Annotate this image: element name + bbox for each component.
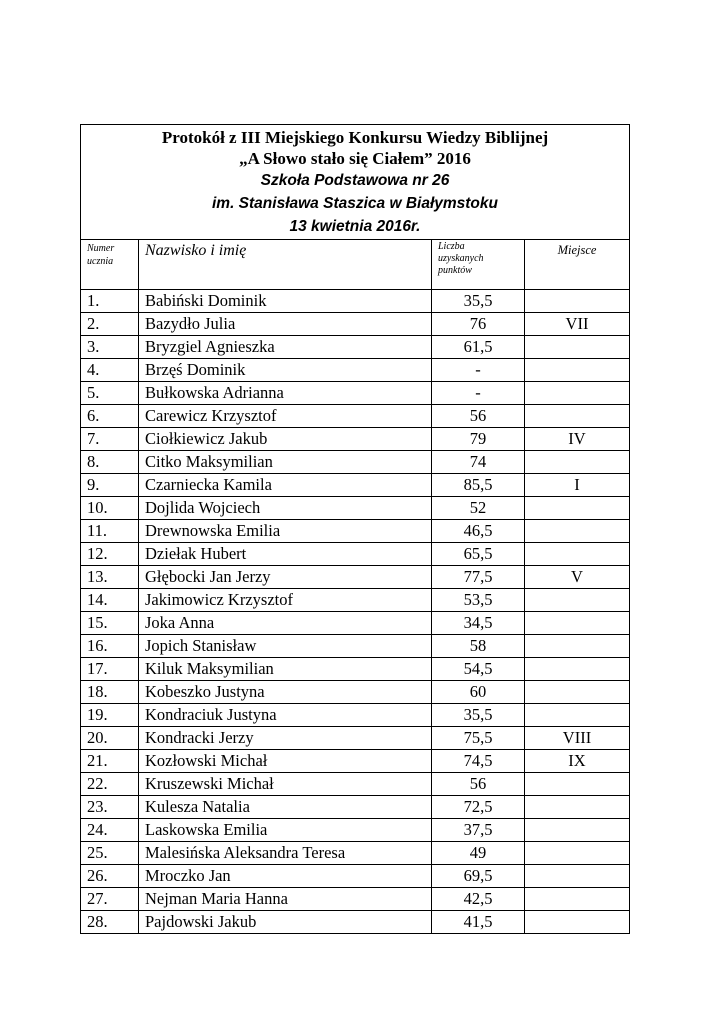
- row-number: 28.: [81, 911, 139, 934]
- row-number: 14.: [81, 589, 139, 612]
- row-number: 5.: [81, 382, 139, 405]
- student-name: Jopich Stanisław: [139, 635, 432, 658]
- points-value: 56: [432, 773, 525, 796]
- student-name: Dojlida Wojciech: [139, 497, 432, 520]
- row-number: 2.: [81, 313, 139, 336]
- student-name: Kobeszko Justyna: [139, 681, 432, 704]
- place-value: [525, 405, 630, 428]
- place-value: [525, 359, 630, 382]
- table-row: [81, 497, 630, 520]
- row-number: 1.: [81, 290, 139, 313]
- row-number: 4.: [81, 359, 139, 382]
- points-value: 85,5: [432, 474, 525, 497]
- table-row: [81, 796, 630, 819]
- row-number: 8.: [81, 451, 139, 474]
- points-value: 46,5: [432, 520, 525, 543]
- table-row: [81, 819, 630, 842]
- column-header-number-line-2: ucznia: [87, 256, 114, 267]
- points-value: 79: [432, 428, 525, 451]
- table-row: [81, 865, 630, 888]
- row-number: 9.: [81, 474, 139, 497]
- place-value: [525, 520, 630, 543]
- student-name: Ciołkiewicz Jakub: [139, 428, 432, 451]
- row-number: 12.: [81, 543, 139, 566]
- row-number: 7.: [81, 428, 139, 451]
- place-value: V: [525, 566, 630, 589]
- table-row: [81, 681, 630, 704]
- row-number: 13.: [81, 566, 139, 589]
- table-row: [81, 566, 630, 589]
- place-value: [525, 589, 630, 612]
- header-row: [81, 125, 630, 240]
- place-value: [525, 497, 630, 520]
- table-row: [81, 474, 630, 497]
- place-value: VIII: [525, 727, 630, 750]
- student-name: Kiluk Maksymilian: [139, 658, 432, 681]
- place-value: [525, 451, 630, 474]
- row-number: 10.: [81, 497, 139, 520]
- title-line-2: „A Słowo stało się Ciałem” 2016: [239, 149, 471, 168]
- table-row: [81, 888, 630, 911]
- student-name: Joka Anna: [139, 612, 432, 635]
- student-name: Bryzgiel Agnieszka: [139, 336, 432, 359]
- place-value: [525, 336, 630, 359]
- place-value: [525, 911, 630, 934]
- points-value: 53,5: [432, 589, 525, 612]
- table-row: [81, 451, 630, 474]
- results-table: [80, 124, 630, 934]
- table-row: [81, 704, 630, 727]
- points-value: -: [432, 382, 525, 405]
- student-name: Malesińska Aleksandra Teresa: [139, 842, 432, 865]
- place-value: [525, 635, 630, 658]
- points-value: 65,5: [432, 543, 525, 566]
- row-number: 21.: [81, 750, 139, 773]
- table-row: [81, 635, 630, 658]
- row-number: 18.: [81, 681, 139, 704]
- place-value: [525, 773, 630, 796]
- column-header-place: Miejsce: [525, 240, 630, 290]
- place-value: IX: [525, 750, 630, 773]
- student-name: Jakimowicz Krzysztof: [139, 589, 432, 612]
- student-name: Kulesza Natalia: [139, 796, 432, 819]
- student-name: Kruszewski Michał: [139, 773, 432, 796]
- points-value: -: [432, 359, 525, 382]
- points-value: 75,5: [432, 727, 525, 750]
- student-name: Drewnowska Emilia: [139, 520, 432, 543]
- column-header-points-line-3: punktów: [438, 265, 472, 276]
- row-number: 17.: [81, 658, 139, 681]
- student-name: Bazydło Julia: [139, 313, 432, 336]
- table-row: [81, 405, 630, 428]
- place-value: [525, 865, 630, 888]
- points-value: 60: [432, 681, 525, 704]
- points-value: 49: [432, 842, 525, 865]
- student-name: Brzęś Dominik: [139, 359, 432, 382]
- column-header-number-line-1: Numer: [87, 243, 115, 254]
- place-value: [525, 842, 630, 865]
- place-value: [525, 658, 630, 681]
- table-row: [81, 428, 630, 451]
- student-name: Carewicz Krzysztof: [139, 405, 432, 428]
- student-name: Babiński Dominik: [139, 290, 432, 313]
- student-name: Mroczko Jan: [139, 865, 432, 888]
- points-value: 72,5: [432, 796, 525, 819]
- points-value: 54,5: [432, 658, 525, 681]
- row-number: 23.: [81, 796, 139, 819]
- points-value: 58: [432, 635, 525, 658]
- table-row: [81, 842, 630, 865]
- points-value: 76: [432, 313, 525, 336]
- row-number: 3.: [81, 336, 139, 359]
- student-name: Dziełak Hubert: [139, 543, 432, 566]
- row-number: 27.: [81, 888, 139, 911]
- student-name: Laskowska Emilia: [139, 819, 432, 842]
- table-row: [81, 911, 630, 934]
- column-header-points-line-2: uzyskanych: [438, 253, 484, 264]
- column-header-number: [81, 240, 139, 290]
- table-row: [81, 290, 630, 313]
- table-row: [81, 658, 630, 681]
- column-header-points: [432, 240, 525, 290]
- student-name: Nejman Maria Hanna: [139, 888, 432, 911]
- table-row: [81, 313, 630, 336]
- student-name: Kondracki Jerzy: [139, 727, 432, 750]
- results-table-body: [81, 125, 630, 934]
- row-number: 26.: [81, 865, 139, 888]
- place-value: [525, 543, 630, 566]
- student-name: Pajdowski Jakub: [139, 911, 432, 934]
- row-number: 16.: [81, 635, 139, 658]
- points-value: 56: [432, 405, 525, 428]
- points-value: 35,5: [432, 704, 525, 727]
- contest-date: 13 kwietnia 2016r.: [289, 218, 421, 235]
- row-number: 11.: [81, 520, 139, 543]
- column-header-row: [81, 240, 630, 290]
- student-name: Citko Maksymilian: [139, 451, 432, 474]
- points-value: 37,5: [432, 819, 525, 842]
- place-value: [525, 704, 630, 727]
- column-header-points-line-1: Liczba: [438, 241, 465, 252]
- points-value: 77,5: [432, 566, 525, 589]
- place-value: [525, 612, 630, 635]
- points-value: 41,5: [432, 911, 525, 934]
- row-number: 25.: [81, 842, 139, 865]
- place-value: [525, 819, 630, 842]
- table-row: [81, 520, 630, 543]
- table-row: [81, 750, 630, 773]
- column-header-name: Nazwisko i imię: [139, 240, 432, 290]
- table-row: [81, 727, 630, 750]
- points-value: 52: [432, 497, 525, 520]
- student-name: Czarniecka Kamila: [139, 474, 432, 497]
- row-number: 6.: [81, 405, 139, 428]
- table-row: [81, 612, 630, 635]
- place-value: [525, 382, 630, 405]
- table-row: [81, 589, 630, 612]
- place-value: VII: [525, 313, 630, 336]
- school-patron: im. Stanisława Staszica w Białymstoku: [211, 195, 498, 212]
- points-value: 61,5: [432, 336, 525, 359]
- place-value: IV: [525, 428, 630, 451]
- student-name: Kondraciuk Justyna: [139, 704, 432, 727]
- title-line-1: Protokół z III Miejskiego Konkursu Wiedzy Biblijnej: [161, 128, 549, 147]
- points-value: 74,5: [432, 750, 525, 773]
- place-value: [525, 888, 630, 911]
- place-value: [525, 290, 630, 313]
- school-name: Szkoła Podstawowa nr 26: [260, 172, 450, 189]
- table-row: [81, 382, 630, 405]
- row-number: 19.: [81, 704, 139, 727]
- place-value: [525, 681, 630, 704]
- points-value: 42,5: [432, 888, 525, 911]
- student-name: Kozłowski Michał: [139, 750, 432, 773]
- table-row: [81, 773, 630, 796]
- points-value: 69,5: [432, 865, 525, 888]
- row-number: 24.: [81, 819, 139, 842]
- row-number: 22.: [81, 773, 139, 796]
- student-name: Głębocki Jan Jerzy: [139, 566, 432, 589]
- place-value: I: [525, 474, 630, 497]
- table-row: [81, 359, 630, 382]
- table-row: [81, 543, 630, 566]
- table-row: [81, 336, 630, 359]
- document-header: [81, 125, 630, 240]
- points-value: 74: [432, 451, 525, 474]
- row-number: 15.: [81, 612, 139, 635]
- points-value: 35,5: [432, 290, 525, 313]
- points-value: 34,5: [432, 612, 525, 635]
- student-name: Bułkowska Adrianna: [139, 382, 432, 405]
- place-value: [525, 796, 630, 819]
- row-number: 20.: [81, 727, 139, 750]
